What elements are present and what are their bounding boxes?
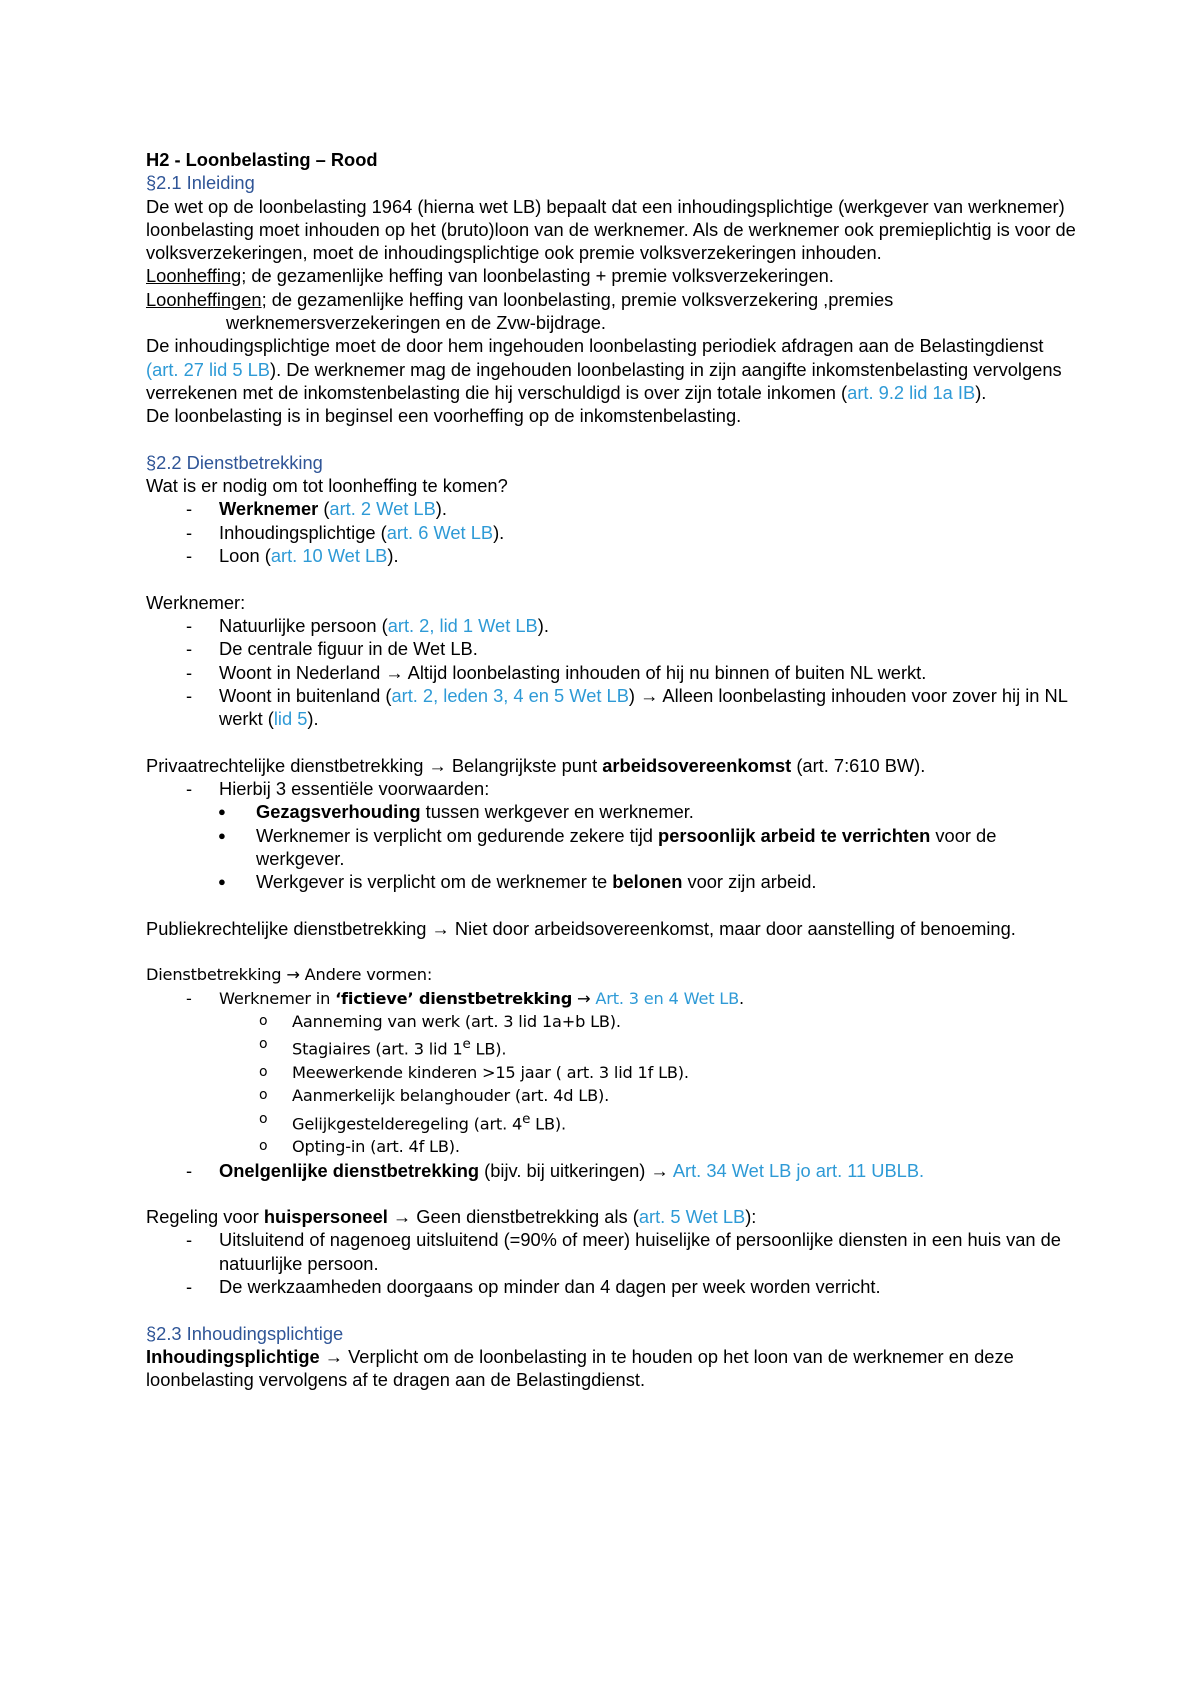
definition-loonheffing	[146, 264, 1081, 287]
s21-paragraph-2	[146, 334, 1081, 404]
list-item: - Hierbij 3 essentiële voorwaarden:	[146, 777, 1081, 800]
definition-term: Loonheffing	[146, 265, 242, 287]
text-run: → Geen dienstbetrekking als (	[387, 1206, 639, 1228]
bold-term: persoonlijk arbeid te verrichten	[658, 824, 931, 846]
superscript: e	[522, 1110, 531, 1127]
list-item: - De centrale figuur in de Wet LB.	[146, 637, 1081, 660]
definition-loonheffingen	[146, 288, 1081, 311]
text-run: voor de werkgever.	[256, 824, 997, 869]
andere-vormen-label: Dienstbetrekking → Andere vormen:	[146, 965, 433, 985]
oneigenlijke-list	[146, 1159, 1081, 1182]
text-run: Loon (	[219, 545, 271, 567]
article-reference: art. 2, lid 1 Wet LB	[387, 614, 538, 636]
s21-paragraph-3: De loonbelasting is in beginsel een voorheffing op de inkomstenbelasting.	[146, 405, 742, 427]
list-item: o Aanneming van werk (art. 3 lid 1a+b LB).	[146, 1010, 1081, 1033]
document-page	[146, 148, 1081, 1392]
list-item	[146, 497, 1081, 520]
bold-term: Gezagsverhouding	[256, 801, 421, 823]
fictieve-sub-list	[146, 1010, 1081, 1159]
list-item	[146, 1033, 1081, 1061]
text-run: Stagiaires (art. 3 lid 1	[292, 1039, 463, 1059]
conditions-list	[146, 800, 1081, 893]
text-run: Regeling voor	[146, 1206, 264, 1228]
bold-term: Inhoudingsplichtige	[146, 1345, 320, 1367]
text-run: voor zijn arbeid.	[682, 871, 817, 893]
definition-text: ; de gezamenlijke heffing van loonbelasting + premie volksverzekeringen.	[241, 265, 834, 287]
text-run: Inhoudingsplichtige (	[219, 521, 387, 543]
article-reference: Art. 34 Wet LB jo art. 11 UBLB.	[672, 1159, 925, 1181]
list-item	[146, 544, 1081, 567]
list-item: o Aanmerkelijk belanghouder (art. 4d LB).	[146, 1084, 1081, 1107]
article-reference: lid 5	[273, 708, 308, 730]
list-item	[146, 614, 1081, 637]
list-item: - De werkzaamheden doorgaans op minder dan 4 dagen per week worden verricht.	[146, 1275, 1081, 1298]
definition-continuation: werknemersverzekeringen en de Zvw-bijdrage.	[226, 312, 607, 334]
text-run: ). De werknemer mag de ingehouden loonbelasting in zijn aangifte inkomstenbelasting vervolgens verrekenen met de inkomstenbelasting die hij verschuldigd is over zijn totale inkomen (	[146, 358, 1062, 403]
list-item: o Opting-in (art. 4f LB).	[146, 1135, 1081, 1158]
text-run: ) → Alleen loonbelasting inhouden voor zover hij in NL werkt (	[219, 684, 1068, 730]
text-run: Werkgever is verplicht om de werknemer te	[256, 871, 613, 893]
s23-paragraph	[146, 1345, 1081, 1392]
article-reference: art. 5 Wet LB	[638, 1206, 746, 1228]
list-item: - Woont in Nederland → Altijd loonbelasting inhouden of hij nu binnen of buiten NL werkt.	[146, 661, 1081, 684]
list-item	[146, 870, 1081, 893]
huispersoneel-paragraph	[146, 1205, 1081, 1228]
s21-paragraph-1: De wet op de loonbelasting 1964 (hierna wet LB) bepaalt dat een inhoudingsplichtige (werkgever van werknemer) loonbelasting moet inhouden op het (bruto)loon van de werknemer. Als de werknemer ook premieplichtig is voor de volksverzekeringen, moet de inhoudingsplichtige ook premie volksverzekeringen inhouden.	[146, 195, 1076, 264]
article-reference: (art. 27 lid 5 LB	[146, 358, 270, 380]
text-run: Gelijkgestelderegeling (art. 4	[292, 1113, 523, 1133]
text-run: ).	[975, 381, 987, 403]
text-run: .	[739, 988, 744, 1008]
bold-term: belonen	[612, 871, 683, 893]
bold-term: Onelgenlijke dienstbetrekking	[219, 1159, 480, 1181]
requirements-list	[146, 497, 1081, 567]
list-item	[146, 1108, 1081, 1136]
s22-intro: Wat is er nodig om tot loonheffing te komen?	[146, 475, 508, 497]
text-run: ).	[387, 545, 399, 567]
article-reference: art. 9.2 lid 1a IB	[847, 381, 976, 403]
text-run: ).	[493, 521, 505, 543]
article-reference: art. 10 Wet LB	[270, 545, 388, 567]
publiekrechtelijk-paragraph: Publiekrechtelijke dienstbetrekking → Niet door arbeidsovereenkomst, maar door aanstelling of benoeming.	[146, 917, 1016, 939]
definition-text: ; de gezamenlijke heffing van loonbelasting, premie volksverzekering ,premies	[261, 288, 894, 310]
article-reference: art. 6 Wet LB	[386, 521, 494, 543]
list-item: - Uitsluitend of nagenoeg uitsluitend (=90% of meer) huiselijke of persoonlijke diensten in een huis van de natuurlijke persoon.	[146, 1228, 1081, 1275]
text-run: Werknemer is verplicht om gedurende zekere tijd	[256, 824, 659, 846]
andere-vormen-block	[146, 963, 1081, 1158]
bold-term: arbeidsovereenkomst	[602, 754, 792, 776]
list-item	[146, 987, 1081, 1010]
list-item	[146, 684, 1081, 731]
text-run: tussen werkgever en werknemer.	[420, 801, 694, 823]
bold-term: huispersoneel	[263, 1206, 388, 1228]
list-item	[146, 1159, 1081, 1182]
text-run: →	[572, 988, 596, 1008]
text-run: ).	[307, 708, 319, 730]
list-item	[146, 521, 1081, 544]
text-run: De inhoudingsplichtige moet de door hem ingehouden loonbelasting periodiek afdragen aan de Belastingdienst	[146, 335, 1044, 357]
text-run: ):	[745, 1206, 757, 1228]
text-run: LB).	[530, 1113, 566, 1133]
definition-term: Loonheffingen	[146, 288, 262, 310]
text-run: LB).	[470, 1039, 507, 1059]
text-run: (bijv. bij uitkeringen) →	[479, 1159, 673, 1181]
list-item: o Meewerkende kinderen >15 jaar ( art. 3 lid 1f LB).	[146, 1061, 1081, 1084]
werknemer-list	[146, 614, 1081, 730]
section-2-3-heading: §2.3 Inhoudingsplichtige	[146, 1322, 344, 1344]
document-title: H2 - Loonbelasting – Rood	[146, 149, 378, 170]
text-run: Privaatrechtelijke dienstbetrekking → Belangrijkste punt	[146, 754, 603, 776]
text-run: → Verplicht om de loonbelasting in te houden op het loon van de werknemer en deze loonbelasting vervolgens af te dragen aan de Belastingdienst.	[146, 1345, 1014, 1391]
bold-term: ‘fictieve’ dienstbetrekking	[335, 988, 573, 1008]
section-2-1-heading: §2.1 Inleiding	[146, 172, 255, 194]
huispersoneel-list	[146, 1228, 1081, 1298]
list-item	[146, 800, 1081, 823]
privaatrechtelijk-paragraph	[146, 754, 1081, 777]
article-reference: art. 2, leden 3, 4 en 5 Wet LB	[391, 684, 629, 706]
text-run: (art. 7:610 BW).	[791, 754, 926, 776]
text-run: ).	[537, 614, 549, 636]
text-run: ).	[435, 498, 447, 520]
privaat-sub-list	[146, 777, 1081, 800]
text-run: (	[318, 498, 330, 520]
article-reference: art. 2 Wet LB	[329, 498, 436, 520]
text-run: Werknemer in	[219, 988, 336, 1008]
werknemer-label: Werknemer:	[146, 591, 246, 613]
text-run: Natuurlijke persoon (	[219, 614, 388, 636]
list-item	[146, 824, 1081, 871]
section-2-2-heading: §2.2 Dienstbetrekking	[146, 451, 323, 473]
text-run: Woont in buitenland (	[219, 684, 392, 706]
fictieve-list	[146, 987, 1081, 1010]
superscript: e	[462, 1036, 471, 1053]
article-reference: Art. 3 en 4 Wet LB	[595, 988, 740, 1008]
bold-term: Werknemer	[219, 498, 319, 520]
